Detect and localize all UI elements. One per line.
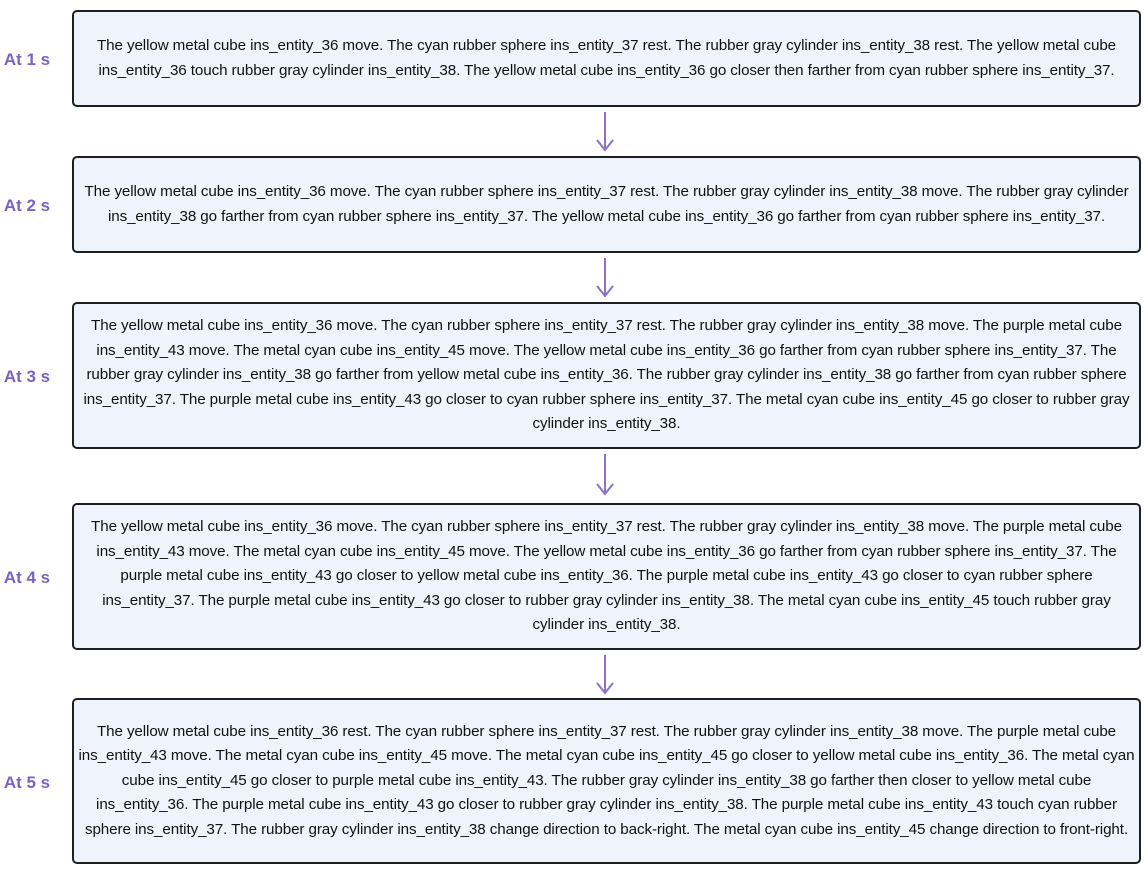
- step-3-label: At 3 s: [3, 367, 51, 386]
- step-5-label: At 5 s: [3, 773, 51, 792]
- step-1-box: [72, 10, 1141, 107]
- step-1-label: At 1 s: [3, 50, 51, 69]
- step-2-box: [72, 156, 1141, 253]
- step-1-text: The yellow metal cube ins_entity_36 move. The cyan rubber sphere ins_entity_37 rest. The rubber gray cylinder ins_entity_38 rest. The yellow metal cube ins_entity_36 touch rubber gray cylinder ins_entity_38. The yellow metal cube ins_entity_36 go closer then farther from cyan rubber sphere ins_entity_37.: [96, 37, 1117, 79]
- step-3-text: The yellow metal cube ins_entity_36 move. The cyan rubber sphere ins_entity_37 rest. The rubber gray cylinder ins_entity_38 move. The purple metal cube ins_entity_43 move. The metal cyan cube ins_entity_45 move. The yellow metal cube ins_entity_36 go farther from cyan rubber sphere ins_entity_37. The rubber gray cylinder ins_entity_38 go farther from yellow metal cube ins_entity_36. The rubber gray cylinder ins_entity_38 go farther from cyan rubber sphere ins_entity_37. The purple metal cube ins_entity_43 go closer to cyan rubber sphere ins_entity_37. The metal cyan cube ins_entity_45 go closer to rubber gray cylinder ins_entity_38.: [83, 317, 1130, 433]
- arrow-down-icon: [595, 256, 615, 300]
- arrow-down-icon: [595, 452, 615, 498]
- step-5-box: [72, 698, 1141, 864]
- step-2-text: The yellow metal cube ins_entity_36 move. The cyan rubber sphere ins_entity_37 rest. The rubber gray cylinder ins_entity_38 move. The rubber gray cylinder ins_entity_38 go farther from cyan rubber sphere ins_entity_37. The yellow metal cube ins_entity_36 go farther from cyan rubber sphere ins_entity_37.: [84, 183, 1129, 225]
- arrow-down-icon: [595, 653, 615, 697]
- step-2-label: At 2 s: [3, 196, 51, 215]
- step-5-text: The yellow metal cube ins_entity_36 rest. The cyan rubber sphere ins_entity_37 rest. The rubber gray cylinder ins_entity_38 move. The purple metal cube ins_entity_43 move. The metal cyan cube ins_entity_45 move. The metal cyan cube ins_entity_45 go closer to yellow metal cube ins_entity_36. The metal cyan cube ins_entity_45 go closer to purple metal cube ins_entity_43. The rubber gray cylinder ins_entity_38 go farther then closer to yellow metal cube ins_entity_36. The purple metal cube ins_entity_43 go closer to rubber gray cylinder ins_entity_38. The purple metal cube ins_entity_43 touch cyan rubber sphere ins_entity_37. The rubber gray cylinder ins_entity_38 change direction to back-right. The metal cyan cube ins_entity_45 change direction to front-right.: [78, 722, 1135, 838]
- arrow-down-icon: [595, 110, 615, 154]
- step-4-label: At 4 s: [3, 568, 51, 587]
- step-3-box: [72, 302, 1141, 449]
- step-4-box: [72, 503, 1141, 650]
- step-4-text: The yellow metal cube ins_entity_36 move. The cyan rubber sphere ins_entity_37 rest. The rubber gray cylinder ins_entity_38 move. The purple metal cube ins_entity_43 move. The metal cyan cube ins_entity_45 move. The yellow metal cube ins_entity_36 go farther from cyan rubber sphere ins_entity_37. The purple metal cube ins_entity_43 go closer to yellow metal cube ins_entity_36. The purple metal cube ins_entity_43 go closer to cyan rubber sphere ins_entity_37. The purple metal cube ins_entity_43 go closer to rubber gray cylinder ins_entity_38. The metal cyan cube ins_entity_45 touch rubber gray cylinder ins_entity_38.: [91, 518, 1122, 634]
